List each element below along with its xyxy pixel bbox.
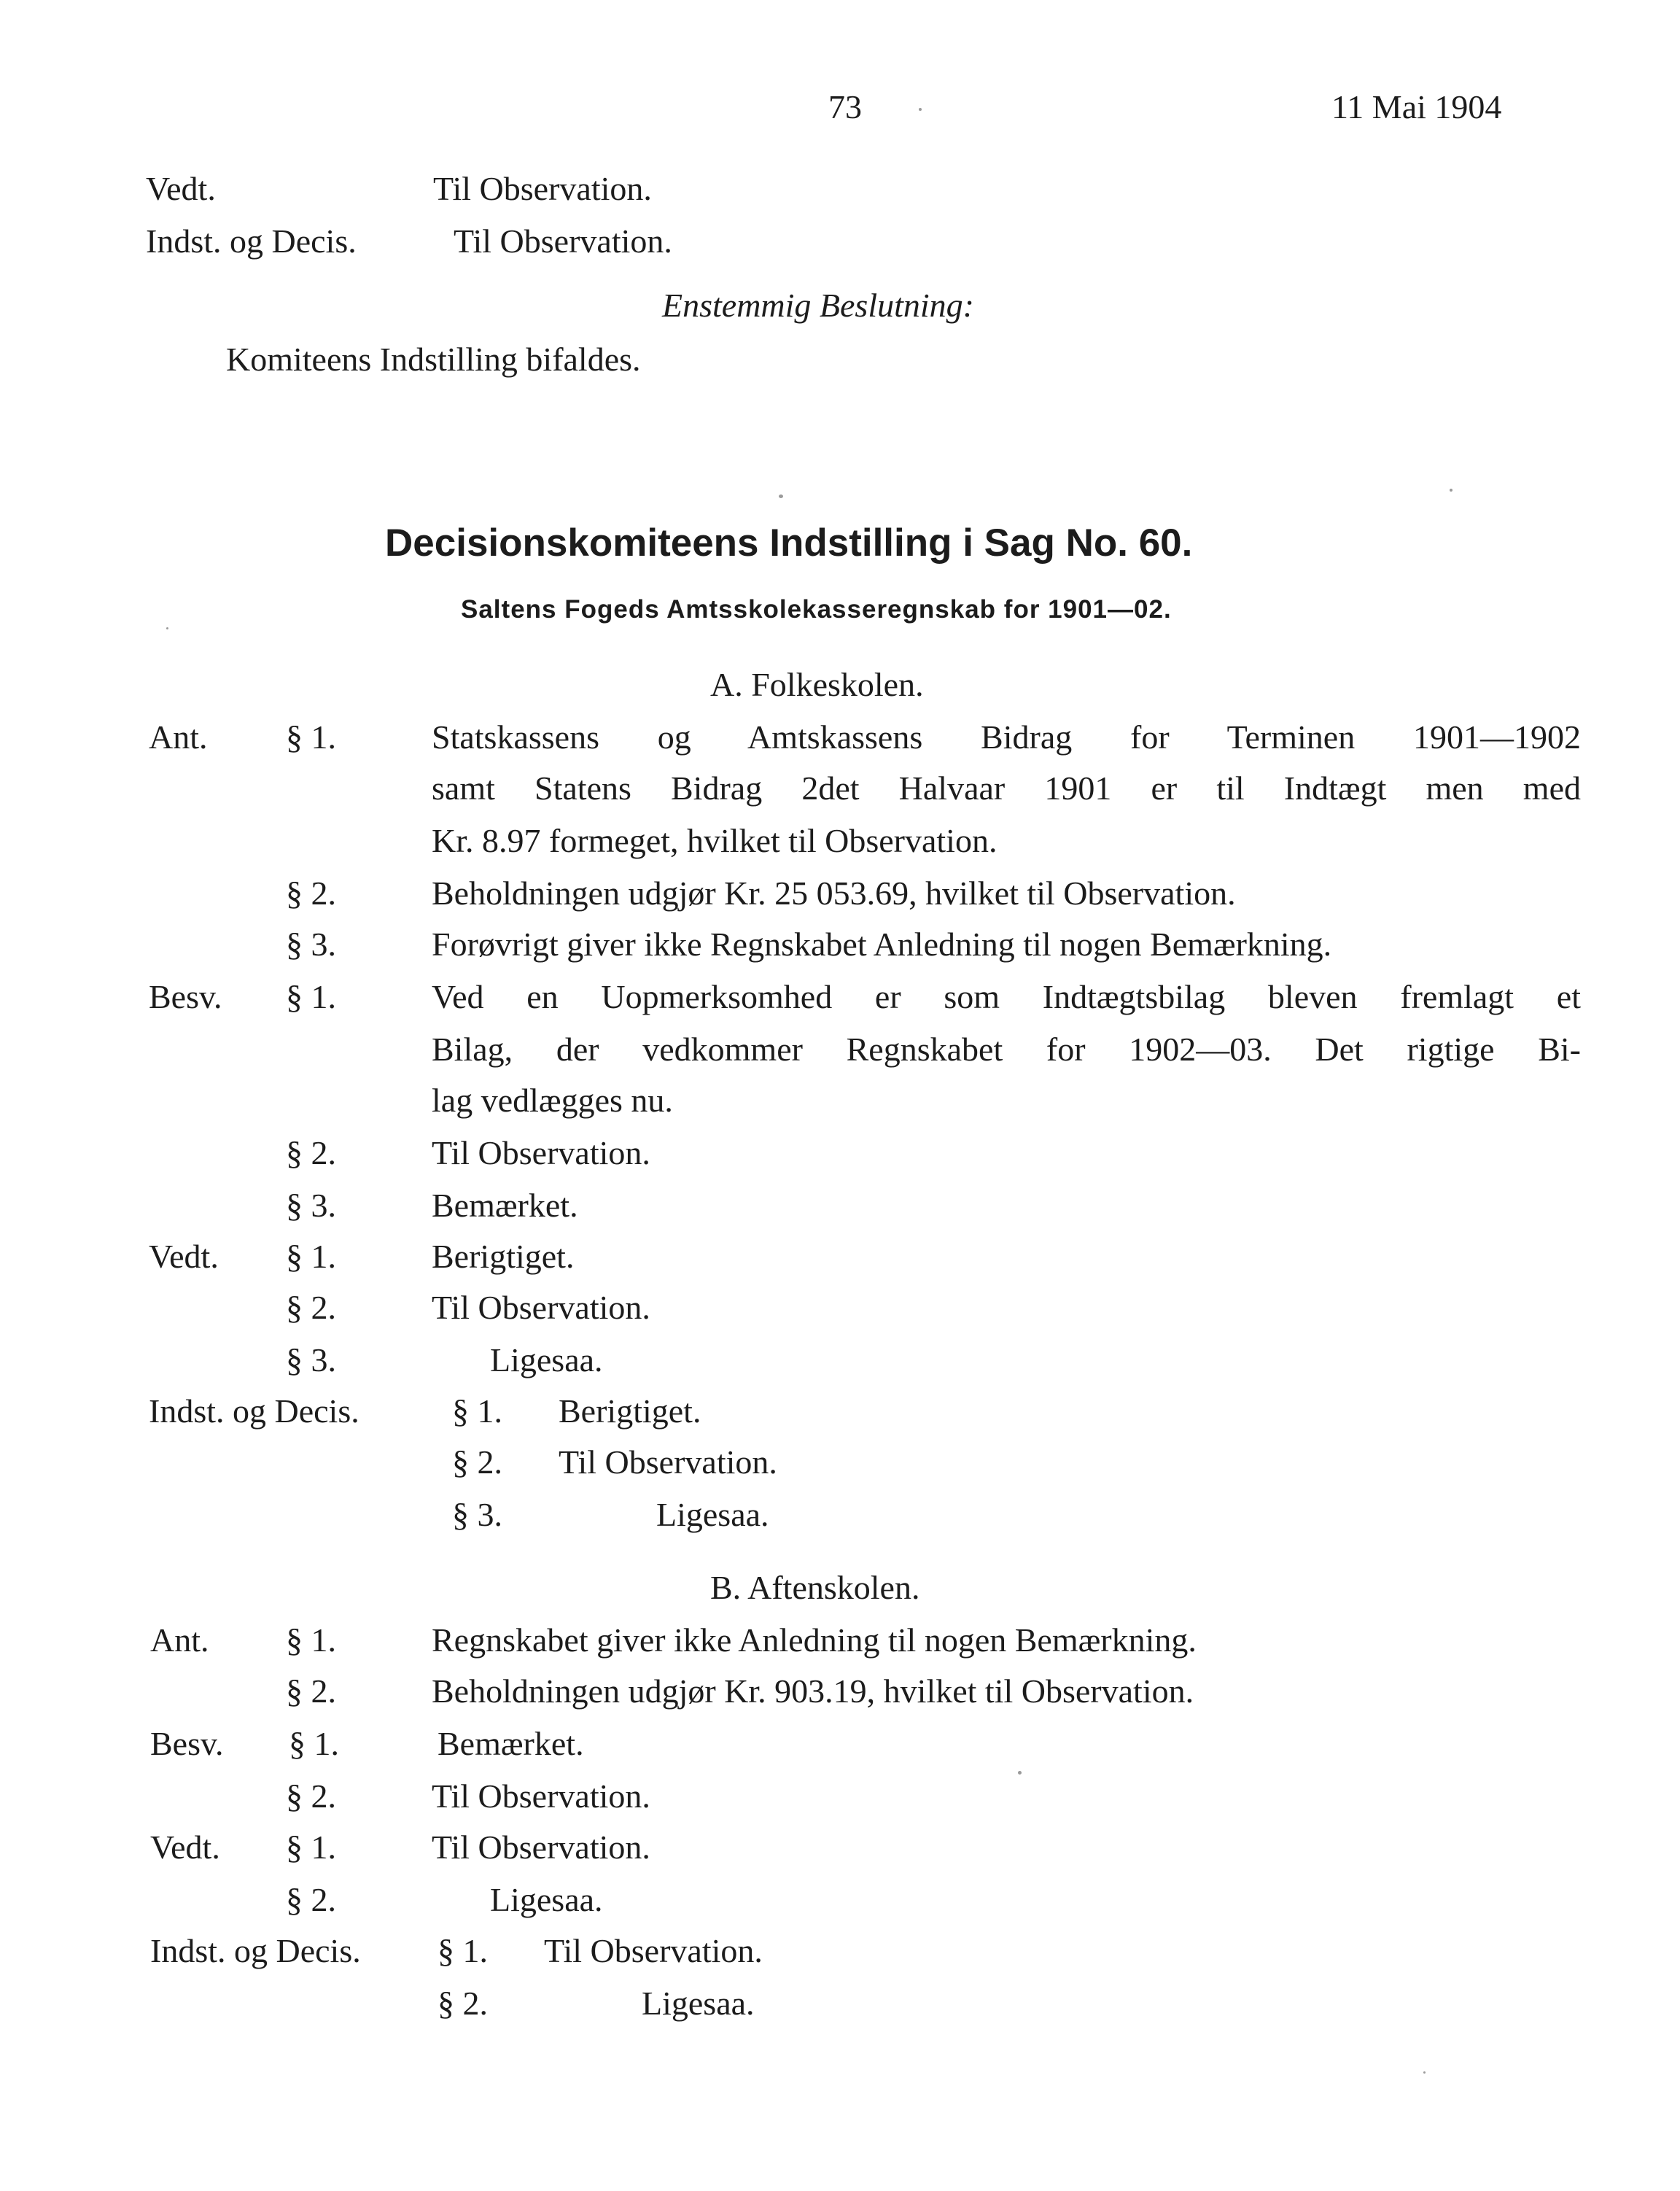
a-besv-text-1-line-1: Ved en Uopmerksomhed er som Indtægtsbilag bleven fremlagt et bbox=[432, 978, 1581, 1015]
a-besv-para-2: § 2. bbox=[286, 1134, 336, 1171]
b-vedt-para-1: § 1. bbox=[286, 1829, 336, 1866]
b-indst-text-1: Til Observation. bbox=[544, 1932, 763, 1969]
b-ant-text-1: Regnskabet giver ikke Anledning til nogen Bemærkning. bbox=[432, 1621, 1197, 1659]
a-indst-text-1: Berigtiget. bbox=[559, 1392, 701, 1430]
a-ant-label: Ant. bbox=[149, 718, 208, 756]
b-ant-para-2: § 2. bbox=[286, 1672, 336, 1710]
decision-text: Komiteens Indstilling bifaldes. bbox=[226, 341, 641, 378]
page-date: 11 Mai 1904 bbox=[1331, 88, 1502, 125]
a-besv-text-1-line-2: Bilag, der vedkommer Regnskabet for 1902—03. Det rigtige Bi- bbox=[432, 1031, 1581, 1068]
a-ant-para-2: § 2. bbox=[286, 875, 336, 912]
b-indst-label: Indst. og Decis. bbox=[150, 1932, 361, 1969]
a-ant-text-3: Forøvrigt giver ikke Regnskabet Anledning til nogen Bemærkning. bbox=[432, 926, 1332, 963]
b-besv-text-2: Til Observation. bbox=[432, 1777, 650, 1815]
a-ant-text-2: Beholdningen udgjør Kr. 25 053.69, hvilket til Observation. bbox=[432, 875, 1236, 912]
scan-speck bbox=[1450, 489, 1452, 492]
prev-indst-text: Til Observation. bbox=[454, 222, 672, 260]
a-vedt-label: Vedt. bbox=[149, 1238, 219, 1275]
scan-speck bbox=[919, 108, 922, 111]
b-indst-para-1: § 1. bbox=[438, 1932, 488, 1969]
prev-vedt-text: Til Observation. bbox=[433, 170, 652, 207]
prev-indst-label: Indst. og Decis. bbox=[146, 222, 357, 260]
b-indst-text-2: Ligesaa. bbox=[642, 1985, 755, 2022]
a-besv-label: Besv. bbox=[149, 978, 222, 1015]
case-subtitle: Saltens Fogeds Amtsskolekasseregnskab for 1901—02. bbox=[461, 595, 1172, 624]
a-besv-text-3: Bemærket. bbox=[432, 1187, 578, 1224]
b-indst-para-2: § 2. bbox=[438, 1985, 488, 2022]
scan-speck bbox=[166, 627, 168, 629]
scan-speck bbox=[779, 495, 783, 498]
a-indst-para-1: § 1. bbox=[452, 1392, 502, 1430]
b-besv-text-1: Bemærket. bbox=[438, 1725, 584, 1762]
a-besv-para-1: § 1. bbox=[286, 978, 336, 1015]
b-vedt-text-2: Ligesaa. bbox=[490, 1881, 603, 1918]
scan-speck bbox=[1423, 2071, 1426, 2074]
b-vedt-para-2: § 2. bbox=[286, 1881, 336, 1918]
a-vedt-text-1: Berigtiget. bbox=[432, 1238, 575, 1275]
a-indst-text-3: Ligesaa. bbox=[656, 1496, 769, 1533]
a-ant-para-1: § 1. bbox=[286, 718, 336, 756]
a-ant-text-1-line-2: samt Statens Bidrag 2det Halvaar 1901 er til Indtægt men med bbox=[432, 769, 1581, 807]
b-besv-label: Besv. bbox=[150, 1725, 224, 1762]
a-besv-text-2: Til Observation. bbox=[432, 1134, 650, 1171]
a-indst-para-3: § 3. bbox=[452, 1496, 502, 1533]
decision-heading: Enstemmig Beslutning: bbox=[662, 287, 974, 324]
a-vedt-para-1: § 1. bbox=[286, 1238, 336, 1275]
a-indst-text-2: Til Observation. bbox=[559, 1443, 777, 1481]
prev-vedt-label: Vedt. bbox=[146, 170, 216, 207]
a-indst-label: Indst. og Decis. bbox=[149, 1392, 359, 1430]
a-vedt-para-2: § 2. bbox=[286, 1289, 336, 1326]
a-besv-text-1-line-3: lag vedlægges nu. bbox=[432, 1082, 673, 1119]
b-besv-para-1: § 1. bbox=[289, 1725, 339, 1762]
b-ant-para-1: § 1. bbox=[286, 1621, 336, 1659]
a-indst-para-2: § 2. bbox=[452, 1443, 502, 1481]
scan-speck bbox=[1018, 1771, 1022, 1775]
b-vedt-text-1: Til Observation. bbox=[432, 1829, 650, 1866]
section-b-heading: B. Aftenskolen. bbox=[710, 1569, 920, 1606]
b-ant-label: Ant. bbox=[150, 1621, 209, 1659]
case-title: Decisionskomiteens Indstilling i Sag No. 60. bbox=[385, 521, 1193, 565]
a-ant-para-3: § 3. bbox=[286, 926, 336, 963]
a-vedt-text-3: Ligesaa. bbox=[490, 1341, 603, 1378]
a-ant-text-1-line-3: Kr. 8.97 formeget, hvilket til Observation. bbox=[432, 822, 998, 859]
a-besv-para-3: § 3. bbox=[286, 1187, 336, 1224]
b-vedt-label: Vedt. bbox=[150, 1829, 220, 1866]
b-besv-para-2: § 2. bbox=[286, 1777, 336, 1815]
b-ant-text-2: Beholdningen udgjør Kr. 903.19, hvilket til Observation. bbox=[432, 1672, 1194, 1710]
a-ant-text-1-line-1: Statskassens og Amtskassens Bidrag for Terminen 1901—1902 bbox=[432, 718, 1581, 756]
a-vedt-para-3: § 3. bbox=[286, 1341, 336, 1378]
section-a-heading: A. Folkeskolen. bbox=[710, 666, 924, 703]
a-vedt-text-2: Til Observation. bbox=[432, 1289, 650, 1326]
page-number: 73 bbox=[828, 88, 862, 125]
